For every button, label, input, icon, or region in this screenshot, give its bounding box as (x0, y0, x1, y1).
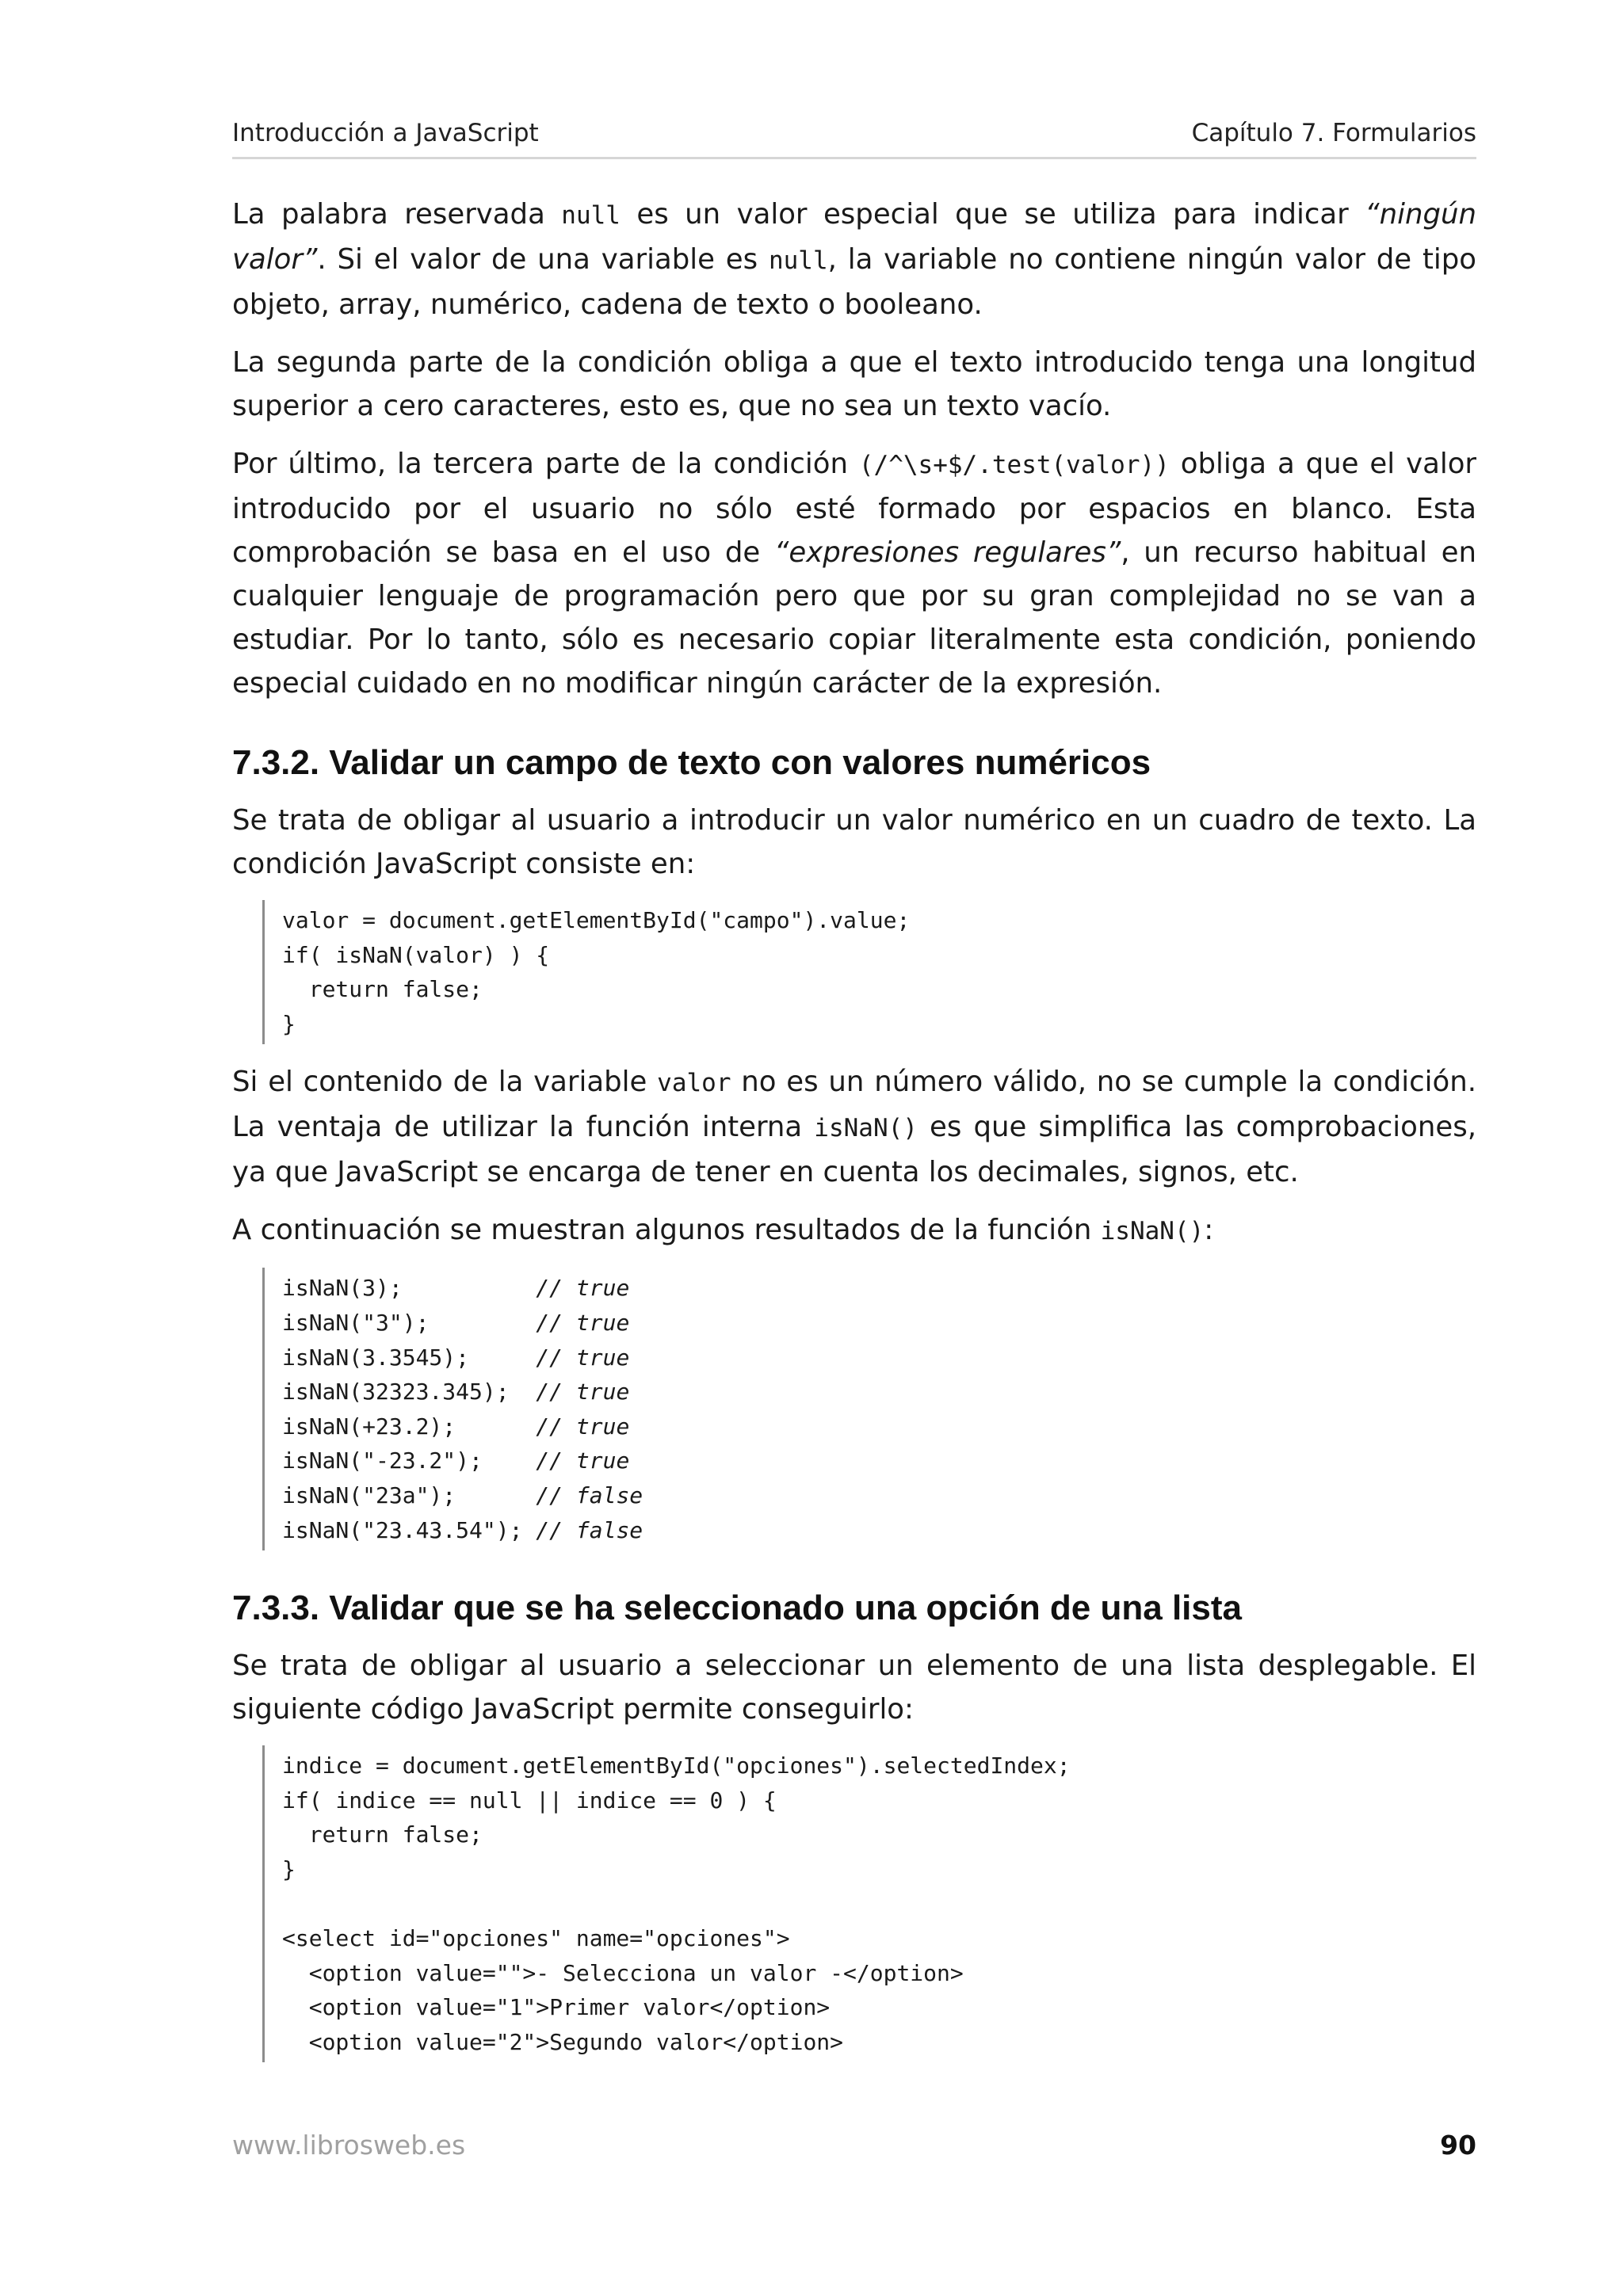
code-block-select-validation (262, 1745, 1476, 2062)
text: Si el contenido de la variable (232, 1066, 658, 1099)
page-content (232, 193, 1476, 2078)
code-text: isNaN("-23.2"); (282, 1447, 537, 1474)
code-line: <select id="opciones" name="opciones"> (282, 1925, 790, 1952)
code-line: <option value="2">Segundo valor</option> (282, 2028, 844, 2055)
text: , la variable no contiene ningún valor de tipo objeto, array, numérico, cadena de texto o booleano. (232, 243, 1476, 321)
code-line (282, 1306, 1476, 1341)
code-line (282, 1271, 1476, 1306)
running-header (232, 119, 1476, 159)
inline-code: null (768, 246, 828, 275)
code-comment: // true (536, 1379, 630, 1405)
paragraph-select-intro: Se trata de obligar al usuario a seleccionar un elemento de una lista desplegable. El siguiente código JavaScript permite conseguirlo: (232, 1650, 1476, 1726)
code-text: isNaN(3.3545); (282, 1344, 537, 1371)
section-heading-7-3-3: 7.3.3. Validar que se ha seleccionado una opción de una lista (232, 1589, 1242, 1628)
text: : (1204, 1214, 1214, 1247)
code-comment: // true (536, 1413, 630, 1440)
code-line: } (282, 1010, 296, 1037)
text: obliga a que el valor introducido por el usuario no sólo esté formado por espacios en blanco. Esta comprobación se basa en el uso de (232, 448, 1477, 569)
code-line: indice = document.getElementById("opciones").selectedIndex; (282, 1753, 1071, 1779)
page-number: 90 (1440, 2130, 1476, 2161)
code-line: return false; (282, 976, 483, 1003)
code-text: isNaN(3); (282, 1275, 537, 1302)
code-line: } (282, 1855, 296, 1882)
code-line: <option value="1">Primer valor</option> (282, 1994, 831, 2021)
paragraph-null (232, 193, 1476, 326)
text: Por último, la tercera parte de la condición (232, 448, 859, 480)
website-link[interactable]: www.librosweb.es (232, 2130, 466, 2161)
code-line: return false; (282, 1821, 483, 1848)
paragraph-numeric-intro: Se trata de obligar al usuario a introducir un valor numérico en un cuadro de texto. La condición JavaScript consiste en: (232, 804, 1476, 880)
code-line (282, 1513, 1476, 1548)
paragraph-second-part: La segunda parte de la condición obliga a que el texto introducido tenga una longitud superior a cero caracteres, esto es, que no sea un texto vacío. (232, 346, 1476, 422)
code-block-isnan-check (262, 900, 1476, 1044)
code-line (282, 1478, 1476, 1513)
paragraph-isnan-results-intro (232, 1208, 1476, 1253)
page-footer (232, 2130, 1476, 2169)
inline-code: null (561, 201, 621, 230)
code-line (282, 1409, 1476, 1444)
code-comment: // true (536, 1447, 630, 1474)
emphasis: “expresiones regulares” (773, 536, 1121, 569)
code-comment: // false (536, 1482, 643, 1508)
code-text: isNaN(+23.2); (282, 1413, 537, 1440)
text: , un recurso habitual en cualquier lenguaje de programación pero que por su gran complejidad no se van a estudiar. Por lo tanto, sólo es necesario copiar literalmente esta condición, poniendo especial cuidado en no modificar ningún carácter de la expresión. (232, 536, 1476, 700)
code-line (282, 1375, 1476, 1409)
book-title: Introducción a JavaScript (232, 119, 539, 147)
code-line (282, 1341, 1476, 1375)
inline-code: isNaN() (1100, 1217, 1205, 1246)
code-comment: // true (536, 1275, 630, 1302)
code-comment: // true (536, 1344, 630, 1371)
inline-code: valor (657, 1069, 731, 1098)
code-line (282, 1444, 1476, 1478)
code-comment: // true (536, 1309, 630, 1336)
chapter-title: Capítulo 7. Formularios (1191, 119, 1476, 147)
paragraph-isnan-explanation (232, 1060, 1476, 1194)
inline-code: isNaN() (814, 1114, 918, 1143)
code-text: isNaN("23a"); (282, 1482, 537, 1508)
code-line (282, 1887, 1476, 1922)
code-line: if( isNaN(valor) ) { (282, 941, 550, 968)
paragraph-third-part (232, 442, 1476, 705)
emphasis: “ningún valor” (232, 198, 1476, 276)
code-line: <option value="">- Selecciona un valor -</option> (282, 1959, 964, 1986)
code-text: isNaN("3"); (282, 1309, 537, 1336)
text: es que simplifica las comprobaciones, ya que JavaScript se encarga de tener en cuenta los decimales, signos, etc. (232, 1111, 1476, 1189)
text: es un valor especial que se utiliza para indicar (620, 198, 1365, 231)
text: A continuación se muestran algunos resultados de la función (232, 1214, 1101, 1247)
text: La palabra reservada (232, 198, 562, 231)
section-heading-7-3-2: 7.3.2. Validar un campo de texto con valores numéricos (232, 743, 1151, 782)
code-text: isNaN(32323.345); (282, 1379, 537, 1405)
inline-code: (/^\s+$/.test(valor)) (858, 451, 1170, 479)
text: . Si el valor de una variable es (317, 243, 769, 276)
code-line: if( indice == null || indice == 0 ) { (282, 1787, 777, 1814)
code-line: valor = document.getElementById("campo").value; (282, 907, 911, 933)
code-text: isNaN("23.43.54"); (282, 1516, 537, 1543)
text: no es un número válido, no se cumple la condición. La ventaja de utilizar la función interna (232, 1066, 1476, 1144)
code-comment: // false (536, 1516, 643, 1543)
code-block-isnan-results (262, 1268, 1476, 1550)
